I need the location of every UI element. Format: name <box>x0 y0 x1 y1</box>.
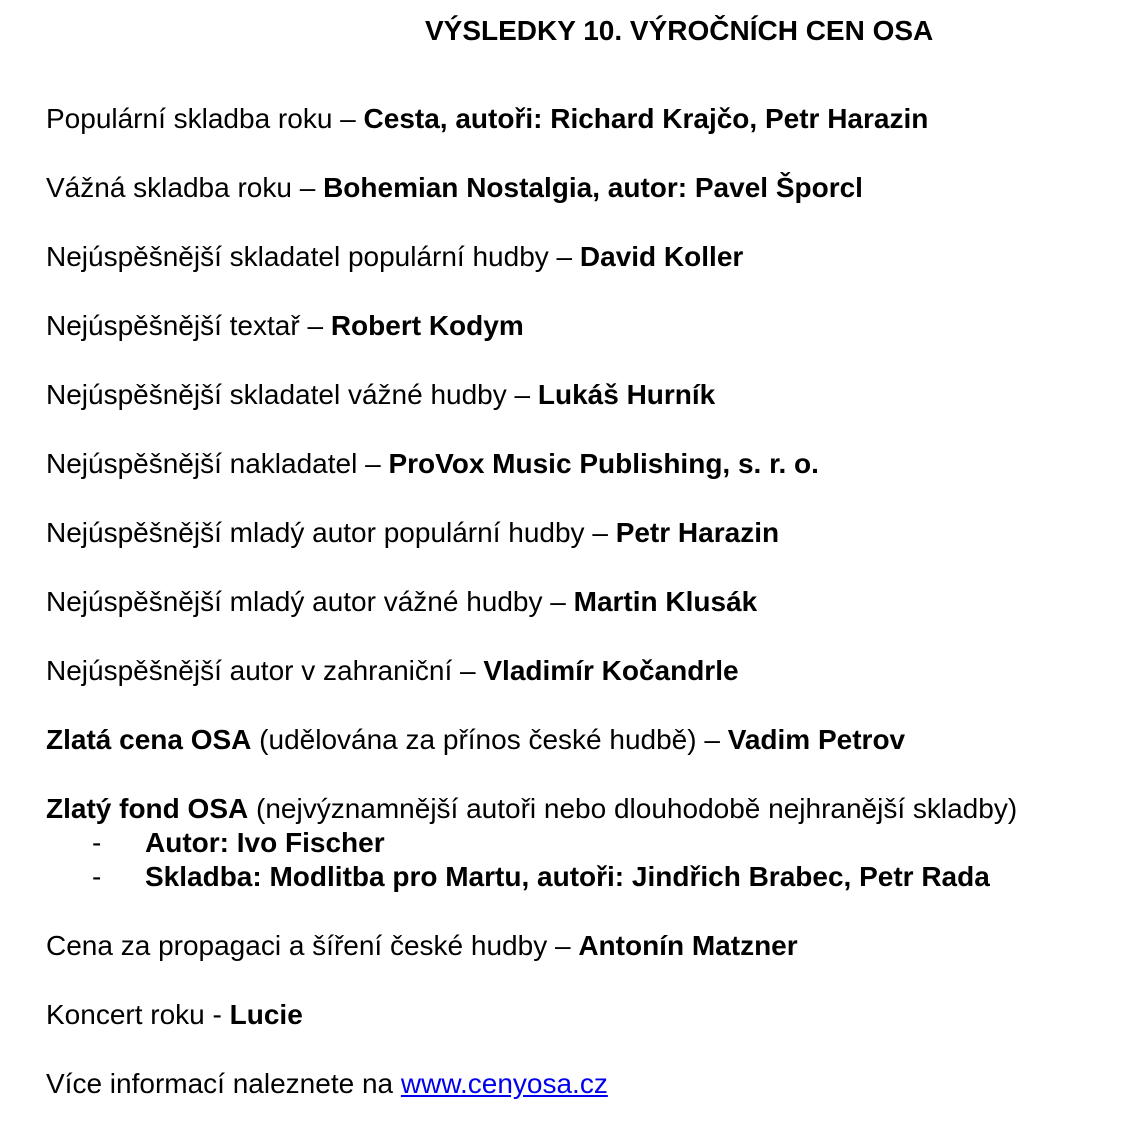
award-line <box>46 654 1092 688</box>
award-winner: David Koller <box>579 241 744 272</box>
award-line <box>46 309 1092 343</box>
award-winner: Vladimír Kočandrle <box>483 655 739 686</box>
cenyosa-link[interactable]: www.cenyosa.cz <box>400 1068 608 1099</box>
award-line <box>46 378 1092 412</box>
award-category: Nejúspěšnější skladatel vážné hudby – <box>46 379 538 410</box>
award-line <box>46 998 1092 1032</box>
award-winner: Robert Kodym <box>330 310 524 341</box>
award-category: Nejúspěšnější mladý autor vážné hudby – <box>46 586 574 617</box>
award-winner: Antonín Matzner <box>578 930 798 961</box>
award-name: Zlatý fond OSA <box>46 793 249 824</box>
award-line <box>46 929 1092 963</box>
award-winner: Lukáš Hurník <box>537 379 716 410</box>
award-category: Nejúspěšnější mladý autor populární hudby – <box>46 517 616 548</box>
award-note: (udělována za přínos české hudbě) – <box>251 724 728 755</box>
award-category: Nejúspěšnější autor v zahraniční – <box>46 655 484 686</box>
award-category: Cena za propagaci a šíření české hudby – <box>46 930 579 961</box>
award-category: Koncert roku - <box>46 999 230 1030</box>
award-winner: Martin Klusák <box>573 586 758 617</box>
bullet-marker: - <box>92 861 102 892</box>
page-title: VÝSLEDKY 10. VÝROČNÍCH CEN OSA <box>425 15 934 46</box>
award-winner: Cesta, autoři: Richard Krajčo, Petr Harazin <box>363 103 929 134</box>
award-note: (nejvýznamnější autoři nebo dlouhodobě nejhranější skladby) <box>248 793 1018 824</box>
award-line <box>46 102 1092 136</box>
bullet-marker: - <box>92 827 102 858</box>
award-winner: Bohemian Nostalgia, autor: Pavel Šporcl <box>323 172 863 203</box>
award-line <box>46 240 1092 274</box>
award-winner: Lucie <box>229 999 303 1030</box>
footer-text: Více informací naleznete na <box>46 1068 401 1099</box>
award-line-zlata-cena <box>46 723 1092 757</box>
award-category: Nejúspěšnější nakladatel – <box>46 448 389 479</box>
footer-note <box>46 1067 1092 1101</box>
list-item <box>92 860 1092 894</box>
award-category: Vážná skladba roku – <box>46 172 324 203</box>
bullet-text: Skladba: Modlitba pro Martu, autoři: Jindřich Brabec, Petr Rada <box>145 861 990 892</box>
award-winner: Vadim Petrov <box>727 724 906 755</box>
award-category: Populární skladba roku – <box>46 103 364 134</box>
award-winner: Petr Harazin <box>615 517 780 548</box>
award-line <box>46 585 1092 619</box>
award-line <box>46 447 1092 481</box>
award-category: Nejúspěšnější textař – <box>46 310 331 341</box>
award-block-zlaty-fond <box>46 792 1092 894</box>
list-item <box>92 826 1092 860</box>
award-winner: ProVox Music Publishing, s. r. o. <box>388 448 819 479</box>
bullet-text: Autor: Ivo Fischer <box>145 827 385 858</box>
award-name: Zlatá cena OSA <box>46 724 252 755</box>
award-line <box>46 171 1092 205</box>
award-category: Nejúspěšnější skladatel populární hudby – <box>46 241 580 272</box>
award-line-zlaty-fond <box>46 792 1092 826</box>
award-line <box>46 516 1092 550</box>
